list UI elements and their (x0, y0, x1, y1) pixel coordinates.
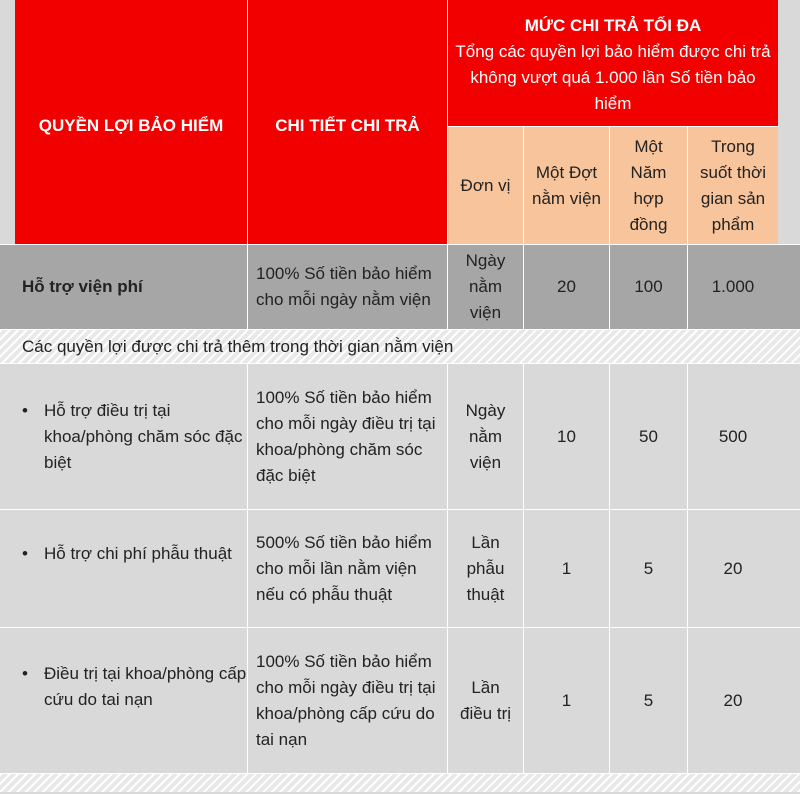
detail-text: 100% Số tiền bảo hiểm cho mỗi ngày nằm viện (256, 264, 432, 309)
header-detail (247, 8, 447, 244)
table-row-unit (447, 510, 523, 628)
detail-text: 100% Số tiền bảo hiểm cho mỗi ngày điều trị tại khoa/phòng cấp cứu do tai nạn (256, 651, 436, 749)
value-per-year: 5 (643, 690, 654, 710)
detail-text: 100% Số tiền bảo hiểm cho mỗi ngày điều trị tại khoa/phòng chăm sóc đặc biệt (256, 387, 436, 485)
table-row-per-year (609, 510, 687, 628)
left-gutter-top (0, 0, 15, 8)
table-row-benefit (15, 364, 247, 510)
table-row-lifetime (687, 244, 778, 329)
table-row-detail (247, 510, 447, 628)
value-lifetime: 20 (723, 558, 743, 578)
right-gutter-top (778, 0, 800, 8)
row-gutter (0, 364, 15, 510)
table-row-per-stay (523, 364, 609, 510)
table-row-per-year (609, 628, 687, 773)
row-gutter (778, 628, 800, 773)
detail-text: 500% Số tiền bảo hiểm cho mỗi lần nằm viện nếu có phẫu thuật (256, 532, 432, 604)
subheader-unit (447, 126, 523, 244)
header-max-title: MỨC CHI TRẢ TỐI ĐA (524, 16, 702, 35)
bullet-icon: • (22, 400, 28, 420)
table-row-per-stay (523, 244, 609, 329)
subheader-per-stay-label: Một Đợt nằm viện (532, 162, 601, 208)
unit-text: Ngày nằm viện (465, 251, 506, 322)
table-row-detail (247, 244, 447, 329)
table-row-per-stay (523, 510, 609, 628)
benefit-label: Hỗ trợ viện phí (22, 277, 143, 296)
row-gutter (778, 364, 800, 510)
table-row-lifetime (687, 364, 778, 510)
subheader-per-year-label: Một Năm hợp đồng (629, 136, 668, 234)
value-lifetime: 1.000 (711, 277, 755, 296)
value-per-stay: 10 (557, 426, 576, 446)
table-row-unit (447, 628, 523, 773)
value-per-stay: 1 (561, 558, 572, 578)
header-strip (447, 0, 778, 8)
value-lifetime: 20 (723, 690, 743, 710)
section-note-text: Các quyền lợi được chi trả thêm trong thời gian nằm viện (22, 336, 454, 356)
header-max (447, 8, 778, 126)
table-row-benefit (15, 244, 247, 329)
unit-text: Lần điều trị (459, 677, 512, 723)
bottom-strip (0, 773, 800, 792)
subheader-unit-label: Đơn vị (460, 175, 511, 195)
value-lifetime: 500 (718, 426, 748, 446)
subheader-per-stay (523, 126, 609, 244)
bullet-icon: • (22, 663, 28, 683)
header-strip (247, 0, 447, 8)
table-row-benefit (15, 510, 247, 628)
table-row-detail (247, 628, 447, 773)
value-per-year: 5 (643, 558, 654, 578)
left-gutter (0, 8, 15, 244)
right-gutter (778, 8, 800, 244)
header-benefit-label: QUYỀN LỢI BẢO HIỂM (38, 116, 224, 135)
benefit-label: Hỗ trợ chi phí phẫu thuật (44, 543, 232, 563)
subheader-per-year (609, 126, 687, 244)
row-gutter (0, 244, 15, 329)
table-row-lifetime (687, 510, 778, 628)
value-per-stay: 20 (557, 277, 576, 296)
table-row-per-year (609, 364, 687, 510)
header-benefit (15, 8, 247, 244)
table-row-unit (447, 244, 523, 329)
benefit-label: Hỗ trợ điều trị tại khoa/phòng chăm sóc đặc biệt (44, 400, 243, 472)
bullet-icon: • (22, 543, 28, 563)
row-gutter (778, 510, 800, 628)
table-row-per-stay (523, 628, 609, 773)
table-row-detail (247, 364, 447, 510)
unit-text: Lần phẫu thuật (466, 532, 505, 604)
header-strip (15, 0, 247, 8)
value-per-year: 50 (639, 426, 658, 446)
unit-text: Ngày nằm viện (465, 400, 506, 472)
benefit-label: Điều trị tại khoa/phòng cấp cứu do tai nạn (44, 663, 247, 709)
value-per-stay: 1 (561, 690, 572, 710)
row-gutter (0, 628, 15, 773)
table-row-per-year (609, 244, 687, 329)
table-row-lifetime (687, 628, 778, 773)
row-gutter (778, 244, 800, 329)
table-row-benefit (15, 628, 247, 773)
table-row-unit (447, 364, 523, 510)
header-max-subtitle: Tổng các quyền lợi bảo hiểm được chi trả không vượt quá 1.000 lần Số tiền bảo hiểm (455, 42, 771, 113)
row-gutter (0, 510, 15, 628)
subheader-lifetime (687, 126, 778, 244)
value-per-year: 100 (634, 277, 663, 296)
header-detail-label: CHI TIẾT CHI TRẢ (275, 116, 420, 135)
section-note (0, 329, 800, 364)
subheader-lifetime-label: Trong suốt thời gian sản phẩm (700, 136, 766, 234)
